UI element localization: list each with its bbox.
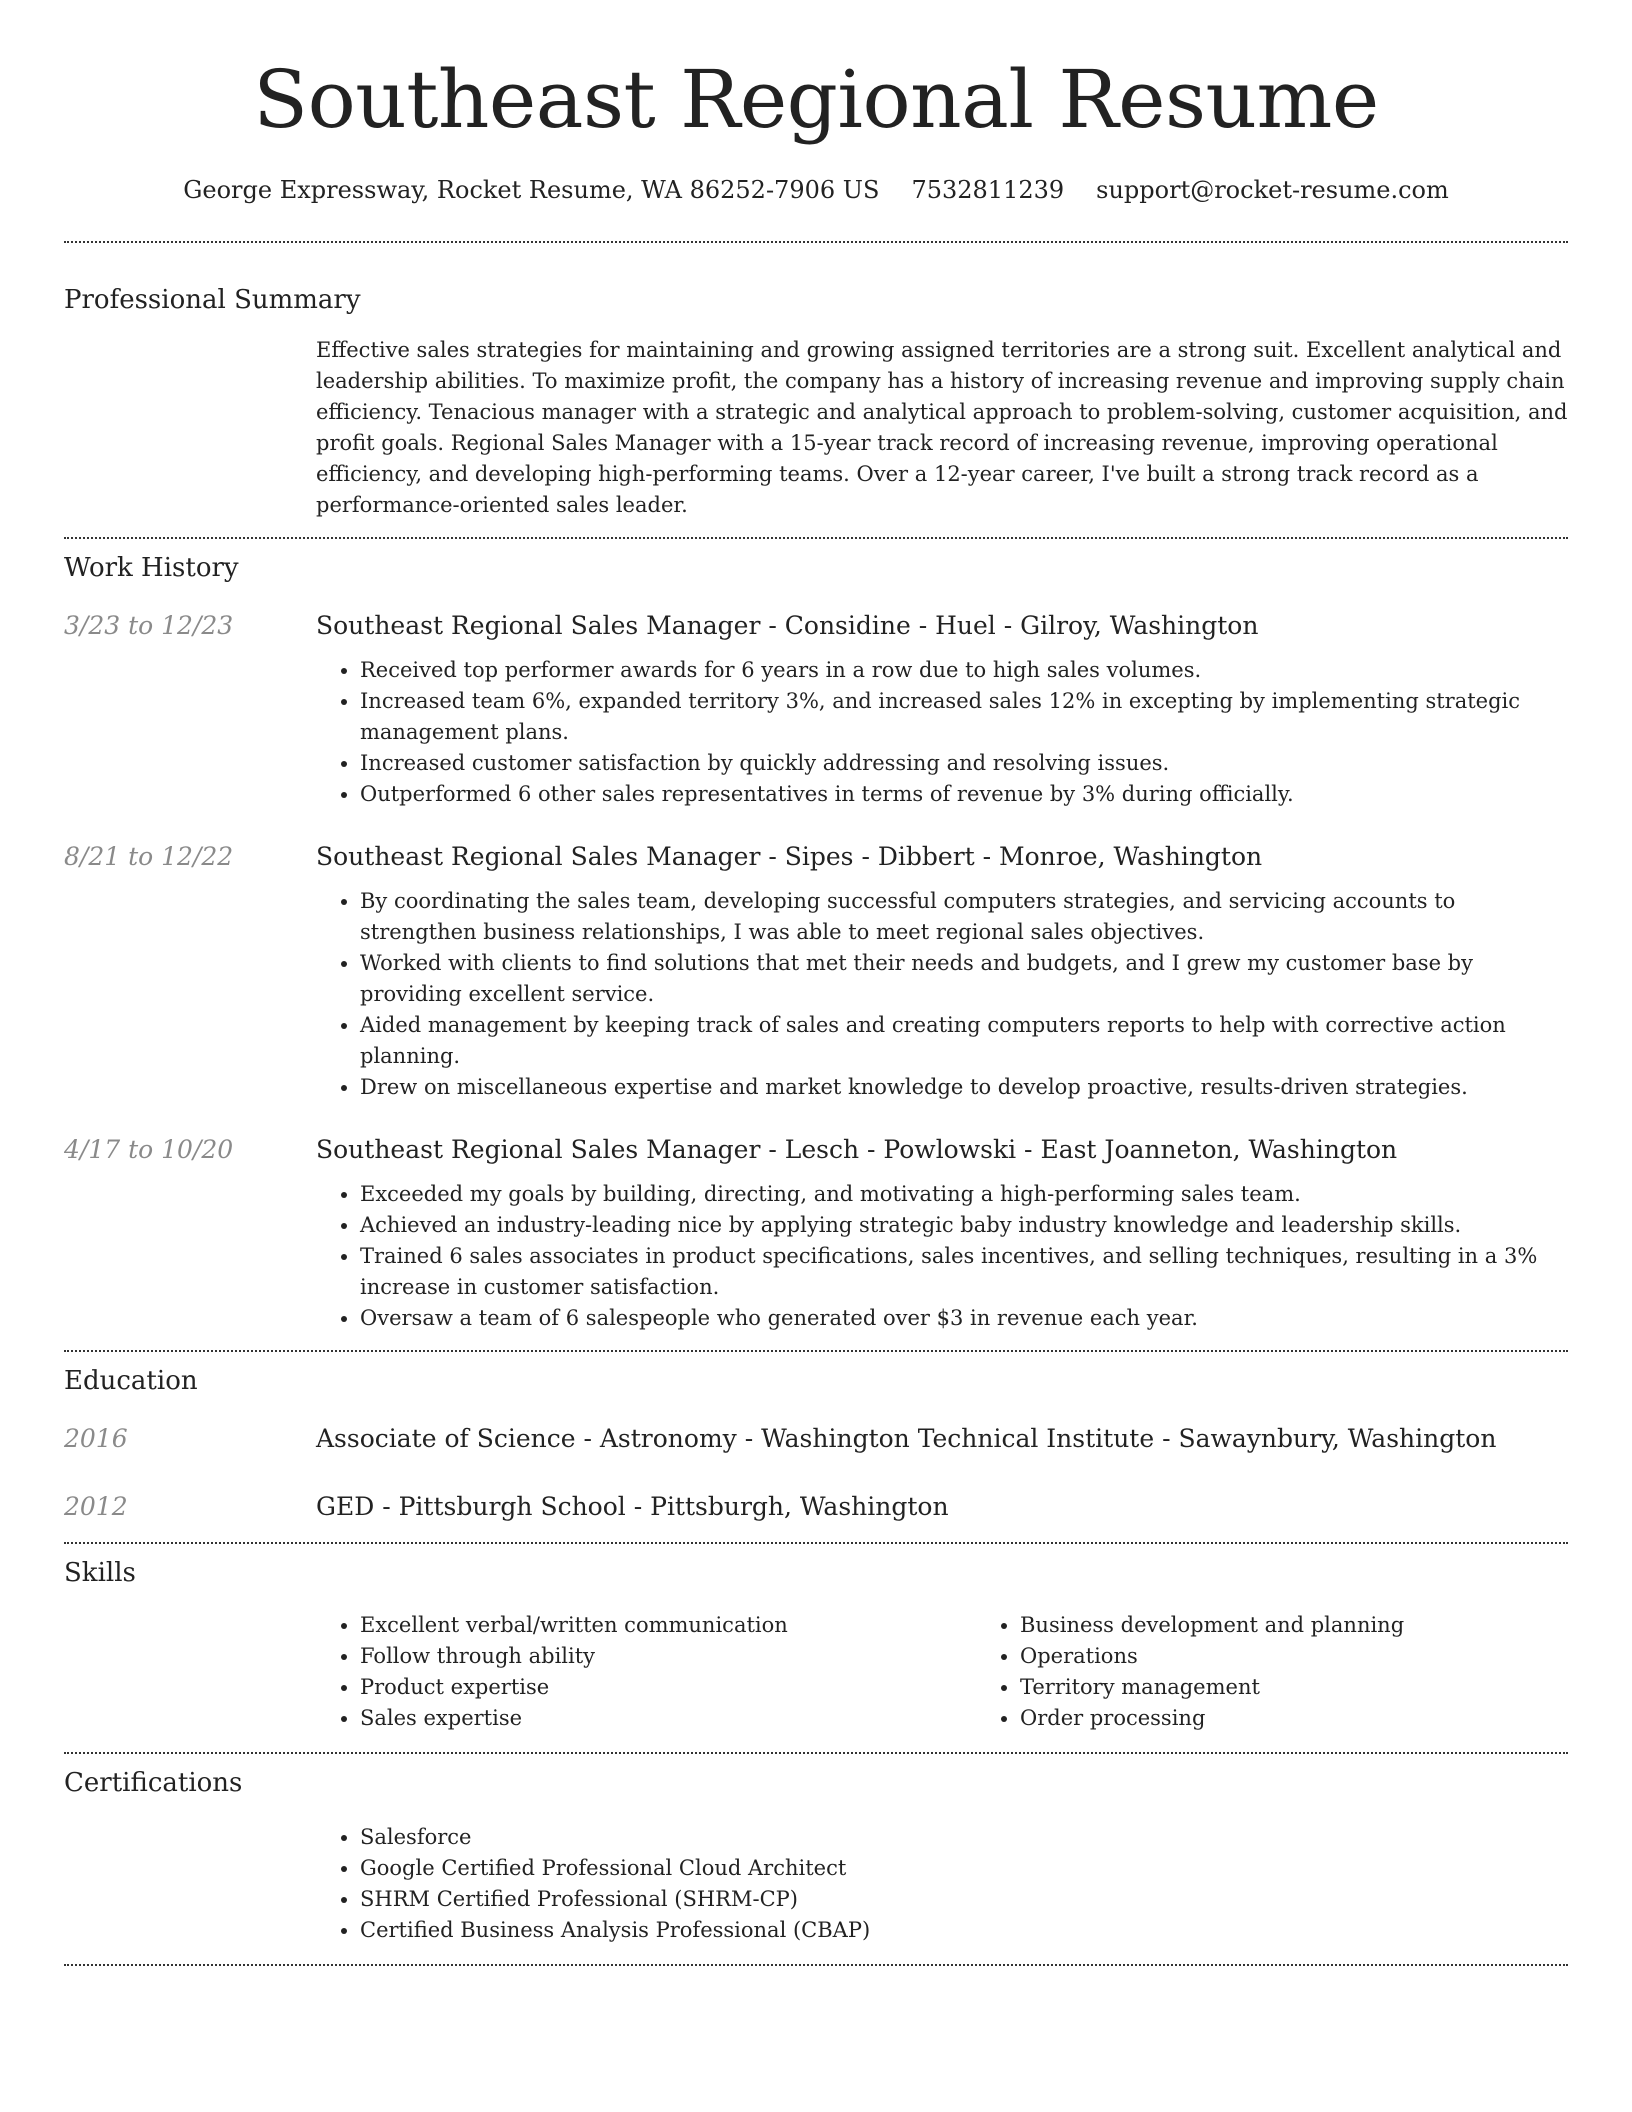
list-item: • Received top performer awards for 6 years in a row due to high sales volumes. <box>360 655 1568 686</box>
job-title: Southeast Regional Sales Manager - Sipes - Dibbert - Monroe, Washington <box>316 842 1263 871</box>
skills-title: Skills <box>64 1558 136 1588</box>
list-item: • Product expertise <box>360 1672 976 1703</box>
list-item: • Trained 6 sales associates in product specifications, sales incentives, and selling techniques, resulting in a 3% increase in customer satisfaction. <box>360 1241 1568 1303</box>
list-item: • Sales expertise <box>360 1703 976 1734</box>
education-title: Education <box>64 1366 198 1396</box>
list-item: • Operations <box>1020 1641 1632 1672</box>
summary-section <box>64 283 1568 521</box>
skills-list-right <box>976 1610 1632 1734</box>
education-section <box>64 1364 1568 1524</box>
divider <box>64 1350 1568 1352</box>
list-item: • Exceeded my goals by building, directing, and motivating a high-performing sales team. <box>360 1179 1568 1210</box>
list-item: • Excellent verbal/written communication <box>360 1610 976 1641</box>
work-title: Work History <box>64 553 239 583</box>
education-entry <box>64 1490 1568 1524</box>
skills-list-left <box>316 1610 976 1734</box>
job-entry <box>64 609 1568 810</box>
list-item: • By coordinating the sales team, developing successful computers strategies, and servicing accounts to strengthen business relationships, I was able to meet regional sales objectives. <box>360 886 1568 948</box>
list-item: • Achieved an industry-leading nice by applying strategic baby industry knowledge and leadership skills. <box>360 1210 1568 1241</box>
list-item: • SHRM Certified Professional (SHRM-CP) <box>360 1884 1568 1915</box>
list-item: • Aided management by keeping track of sales and creating computers reports to help with corrective action planning. <box>360 1010 1568 1072</box>
job-entry <box>64 840 1568 1103</box>
summary-text: Effective sales strategies for maintaining and growing assigned territories are a strong suit. Excellent analytical and leadership abilities. To maximize profit, the company has a history of increasing revenue and improving supply chain efficiency. Tenacious manager with a strategic and analytical approach to problem-solving, customer acquisition, and profit goals. Regional Sales Manager with a 15-year track record of increasing revenue, improving operational efficiency, and developing high-performing teams. Over a 12-year career, I've built a strong track record as a performance-oriented sales leader. <box>316 338 1568 517</box>
job-dates: 3/23 to 12/23 <box>64 611 234 640</box>
certifications-section <box>64 1766 1568 1946</box>
work-section <box>64 551 1568 1334</box>
list-item: • Worked with clients to find solutions that met their needs and budgets, and I grew my customer base by providing excellent service. <box>360 948 1568 1010</box>
divider <box>64 1752 1568 1754</box>
list-item: • Google Certified Professional Cloud Architect <box>360 1853 1568 1884</box>
list-item: • Certified Business Analysis Professional (CBAP) <box>360 1915 1568 1946</box>
skills-section <box>64 1556 1568 1734</box>
email: support@rocket-resume.com <box>1096 176 1449 204</box>
job-dates: 4/17 to 10/20 <box>64 1135 234 1164</box>
phone: 7532811239 <box>911 176 1065 204</box>
resume-title: Southeast Regional Resume <box>253 53 1379 146</box>
address: George Expressway, Rocket Resume, WA 86252-7906 US <box>183 176 880 204</box>
list-item: • Follow through ability <box>360 1641 976 1672</box>
job-bullets <box>316 1179 1568 1334</box>
education-year: 2012 <box>64 1492 128 1521</box>
certifications-title: Certifications <box>64 1768 243 1798</box>
job-title: Southeast Regional Sales Manager - Lesch - Powlowski - East Joanneton, Washington <box>316 1135 1398 1164</box>
contact-line <box>64 174 1568 206</box>
divider <box>64 537 1568 539</box>
list-item: • Increased team 6%, expanded territory 3%, and increased sales 12% in excepting by implementing strategic management plans. <box>360 686 1568 748</box>
education-title-text: GED - Pittsburgh School - Pittsburgh, Washington <box>316 1492 949 1521</box>
job-title: Southeast Regional Sales Manager - Considine - Huel - Gilroy, Washington <box>316 611 1259 640</box>
list-item: • Business development and planning <box>1020 1610 1632 1641</box>
divider <box>64 1542 1568 1544</box>
list-item: • Territory management <box>1020 1672 1632 1703</box>
list-item: • Salesforce <box>360 1822 1568 1853</box>
summary-title: Professional Summary <box>64 285 361 315</box>
list-item: • Oversaw a team of 6 salespeople who generated over $3 in revenue each year. <box>360 1303 1568 1334</box>
divider <box>64 241 1568 243</box>
job-bullets <box>316 886 1568 1103</box>
list-item: • Drew on miscellaneous expertise and market knowledge to develop proactive, results-driven strategies. <box>360 1072 1568 1103</box>
list-item: • Outperformed 6 other sales representatives in terms of revenue by 3% during officially. <box>360 779 1568 810</box>
job-entry <box>64 1133 1568 1334</box>
education-year: 2016 <box>64 1424 128 1453</box>
education-title-text: Associate of Science - Astronomy - Washington Technical Institute - Sawaynbury, Washington <box>316 1424 1497 1453</box>
job-dates: 8/21 to 12/22 <box>64 842 234 871</box>
list-item: • Order processing <box>1020 1703 1632 1734</box>
education-entry <box>64 1422 1568 1456</box>
divider <box>64 1964 1568 1966</box>
certifications-list <box>316 1822 1568 1946</box>
job-bullets <box>316 655 1568 810</box>
list-item: • Increased customer satisfaction by quickly addressing and resolving issues. <box>360 748 1568 779</box>
